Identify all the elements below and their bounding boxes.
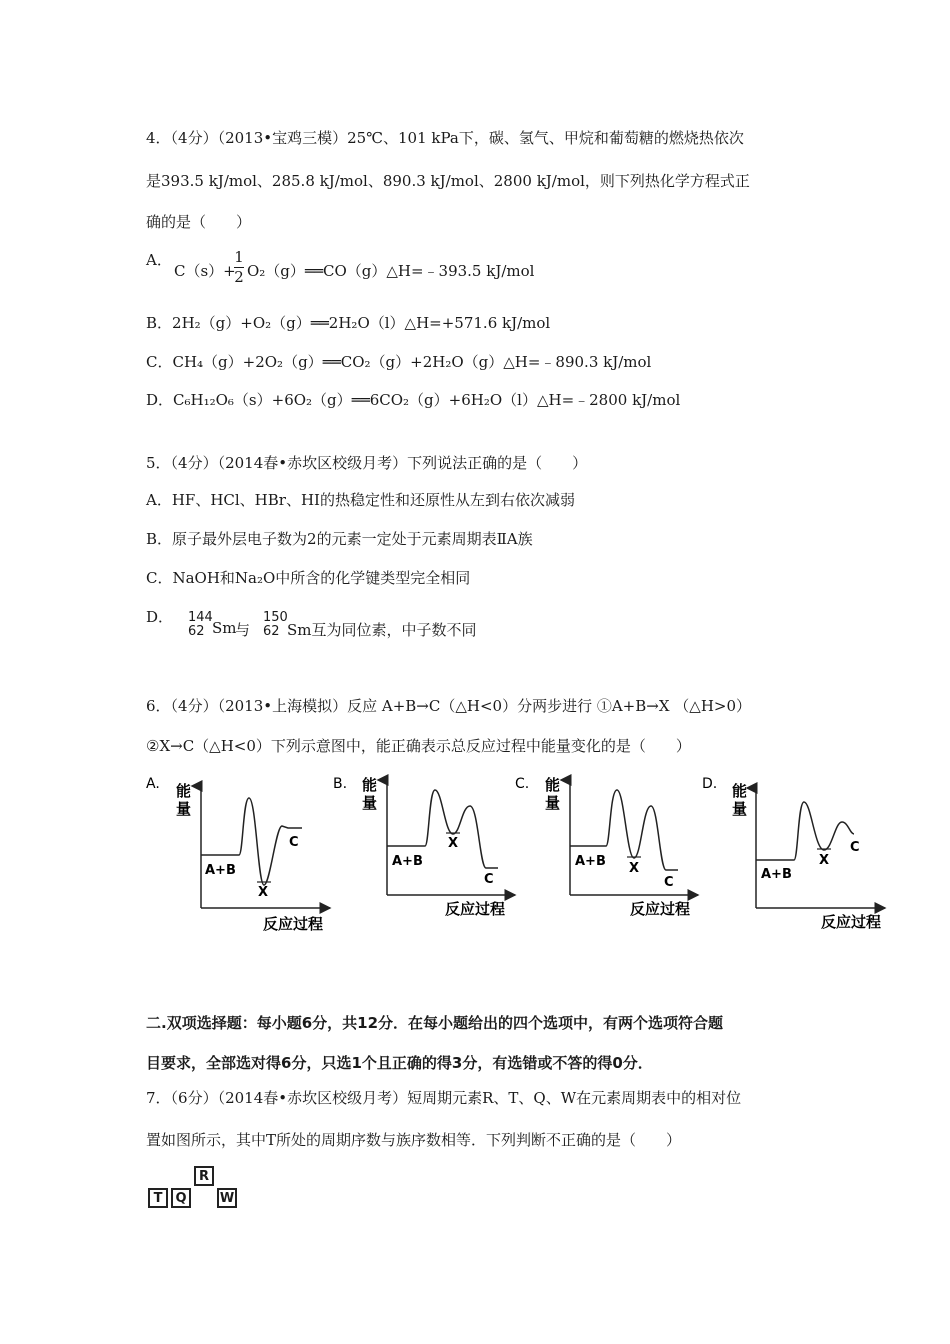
graph-d-curve xyxy=(756,802,854,860)
cell-q: Q xyxy=(171,1188,191,1208)
graph-a-ylabel-2: 量 xyxy=(176,800,192,818)
isotope-1-mass: 144 xyxy=(188,610,213,625)
graph-c-c-label: C xyxy=(664,875,674,890)
graph-d-x-label: X xyxy=(819,853,830,868)
cell-w: W xyxy=(217,1188,237,1208)
graph-d-ylabel-2: 量 xyxy=(732,800,748,818)
graph-b-xlabel: 反应过程 xyxy=(445,900,506,918)
q4-line1: 4．（4分）（2013•宝鸡三模）25℃、101 kPa下，碳、氢气、甲烷和葡萄糖的燃烧热依次 xyxy=(146,129,744,147)
graph-d-label: D. xyxy=(702,776,718,792)
q6-line1: 6．（4分）（2013•上海模拟）反应 A+B→C（△H<0）分两步进行 ①A+B→X （△H>0） xyxy=(146,697,752,715)
graph-a-label: A. xyxy=(146,776,160,792)
section2-line2: 目要求，全部选对得6分，只选1个且正确的得3分，有选错或不答的得0分． xyxy=(146,1054,653,1072)
cell-t: T xyxy=(148,1188,168,1208)
graph-d-ylabel-1: 能 xyxy=(732,782,748,800)
graph-a-x-label: X xyxy=(258,885,269,900)
q4-option-b: B．2H₂（g）+O₂（g）══2H₂O（l）△H=+571.6 kJ/mol xyxy=(146,314,551,332)
isotope-2-mass: 150 xyxy=(263,610,288,625)
q4-option-c: C．CH₄（g）+2O₂（g）══CO₂（g）+2H₂O（g）△H=﹣890.3 kJ/mol xyxy=(146,353,652,371)
isotope-1-numbers xyxy=(188,611,213,639)
energy-diagrams xyxy=(140,770,920,940)
graph-d-xlabel: 反应过程 xyxy=(821,913,882,931)
graph-b-ylabel-2: 量 xyxy=(362,794,378,812)
graph-a-c-label: C xyxy=(289,835,299,850)
q5-option-c: C．NaOH和Na₂O中所含的化学键类型完全相同 xyxy=(146,569,471,587)
graph-c-xlabel: 反应过程 xyxy=(630,900,691,918)
q5-option-a: A．HF、HCl、HBr、HI的热稳定性和还原性从左到右依次减弱 xyxy=(146,491,575,509)
q5-stem: 5．（4分）（2014春•赤坎区校级月考）下列说法正确的是（ ） xyxy=(146,454,588,472)
q5-option-b: B．原子最外层电子数为2的元素一定处于元素周期表ⅡA族 xyxy=(146,530,533,548)
q4-line3: 确的是（ ） xyxy=(146,213,252,231)
q4-option-d: D．C₆H₁₂O₆（s）+6O₂（g）══6CO₂（g）+6H₂O（l）△H=﹣2800 kJ/mol xyxy=(146,391,681,409)
graph-a-ylabel-1: 能 xyxy=(176,782,192,800)
graph-b-label: B. xyxy=(333,776,348,792)
energy-graph-c xyxy=(515,776,698,918)
q4-option-a-pre: C（s）+ xyxy=(174,262,236,280)
graph-d-ab-label: A+B xyxy=(761,867,792,882)
q7-line1: 7．（6分）（2014春•赤坎区校级月考）短周期元素R、T、Q、W在元素周期表中的相对位 xyxy=(146,1089,742,1107)
q5-option-d-label: D． xyxy=(146,608,174,626)
q5-option-d-tail: 互为同位素，中子数不同 xyxy=(311,621,477,639)
graph-c-x-label: X xyxy=(629,861,640,876)
graph-b-x-label: X xyxy=(448,836,459,851)
fraction-numerator: 1 xyxy=(234,248,244,266)
energy-graph-a xyxy=(146,776,330,933)
q5-option-d-mid: 与 xyxy=(235,621,251,639)
graph-c-ylabel-2: 量 xyxy=(545,794,561,812)
energy-graph-d xyxy=(702,776,885,931)
graph-c-ab-label: A+B xyxy=(575,854,606,869)
q4-option-a-post: O₂（g）══CO（g）△H=﹣393.5 kJ/mol xyxy=(247,262,535,280)
q4-line2: 是393.5 kJ/mol、285.8 kJ/mol、890.3 kJ/mol、2800 kJ/mol，则下列热化学方程式正 xyxy=(146,172,750,190)
q4-option-a-label: A． xyxy=(146,251,172,269)
isotope-2-numbers xyxy=(263,611,288,639)
section2-line1: 二.双项选择题：每小题6分，共12分．在每小题给出的四个选项中，有两个选项符合题 xyxy=(146,1014,724,1032)
isotope-1-symbol: Sm xyxy=(212,619,237,637)
q7-line2: 置如图所示，其中T所处的周期序数与族序数相等．下列判断不正确的是（ ） xyxy=(146,1131,682,1149)
graph-c-label: C. xyxy=(515,776,530,792)
graph-a-ab-label: A+B xyxy=(205,863,236,878)
isotope-2-atomic-number: 62 xyxy=(263,624,280,639)
isotope-2-symbol-tail xyxy=(287,619,477,640)
graph-c-ylabel-1: 能 xyxy=(545,776,561,794)
graph-b-ab-label: A+B xyxy=(392,854,423,869)
isotope-1-atomic-number: 62 xyxy=(188,624,205,639)
graph-b-ylabel-1: 能 xyxy=(362,776,378,794)
cell-r: R xyxy=(194,1166,214,1186)
q6-line2: ②X→C（△H<0）下列示意图中，能正确表示总反应过程中能量变化的是（ ） xyxy=(146,737,691,755)
graph-a-xlabel: 反应过程 xyxy=(263,915,324,933)
fraction-denominator: 2 xyxy=(234,268,244,286)
graph-d-c-label: C xyxy=(850,840,860,855)
graph-b-c-label: C xyxy=(484,872,494,887)
half-fraction xyxy=(234,250,244,285)
energy-graph-b xyxy=(333,776,515,918)
isotope-2-symbol: Sm xyxy=(287,621,312,639)
